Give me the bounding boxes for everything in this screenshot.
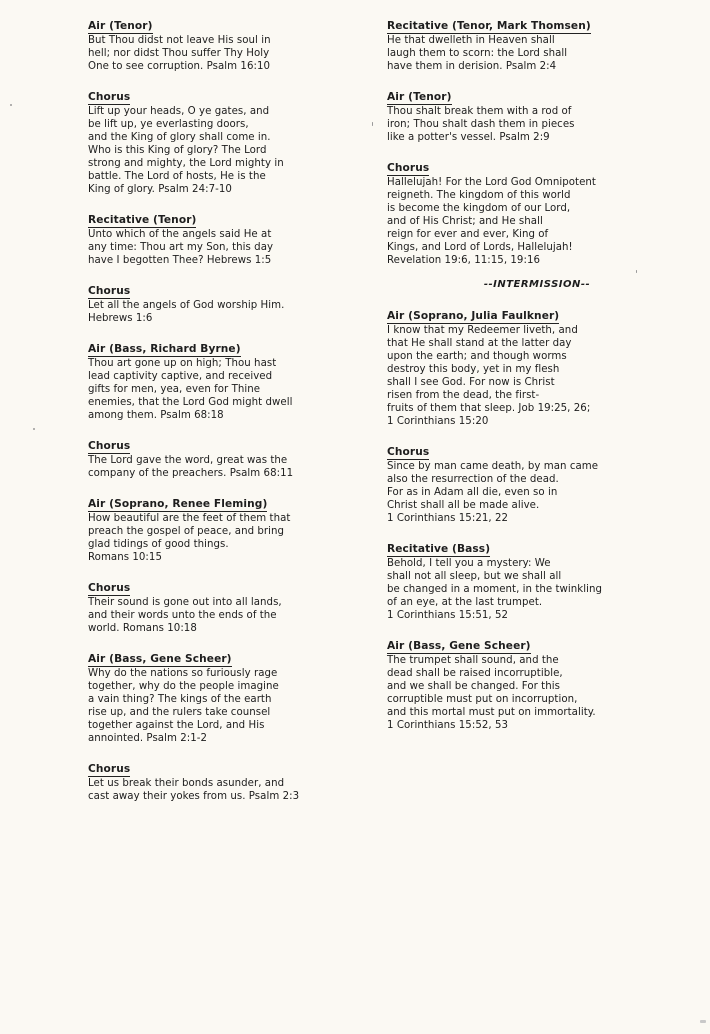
text-line: lead captivity captive, and received xyxy=(88,371,273,382)
libretto-section xyxy=(88,434,378,480)
text-line: destroy this body, yet in my flesh xyxy=(387,364,560,375)
text-line: that He shall stand at the latter day xyxy=(387,338,572,349)
libretto-section xyxy=(88,279,378,325)
section-heading: Chorus xyxy=(387,162,430,174)
text-line: a vain thing? The kings of the earth xyxy=(88,694,272,705)
section-heading: Air (Soprano, Julia Faulkner) xyxy=(387,310,560,322)
libretto-section xyxy=(387,634,687,732)
section-heading: Air (Soprano, Renee Fleming) xyxy=(88,498,268,510)
text-line: reign for ever and ever, King of xyxy=(387,229,549,240)
text-line: Lift up your heads, O ye gates, and xyxy=(88,106,270,117)
text-line: 1 Corinthians 15:20 xyxy=(387,416,489,427)
section-heading: Chorus xyxy=(387,446,430,458)
libretto-section xyxy=(88,208,378,267)
section-heading: Air (Bass, Gene Scheer) xyxy=(387,640,531,652)
text-line: and the King of glory shall come in. xyxy=(88,132,271,143)
libretto-section xyxy=(387,156,687,267)
text-line: shall not all sleep, but we shall all xyxy=(387,571,562,582)
text-line: enemies, that the Lord God might dwell xyxy=(88,397,293,408)
libretto-section xyxy=(88,647,378,745)
text-line: Let all the angels of God worship Him. xyxy=(88,300,285,311)
text-line: reigneth. The kingdom of this world xyxy=(387,190,571,201)
text-line: 1 Corinthians 15:51, 52 xyxy=(387,610,509,621)
text-line: Their sound is gone out into all lands, xyxy=(88,597,282,608)
text-line: Unto which of the angels said He at xyxy=(88,229,272,240)
text-line: How beautiful are the feet of them that xyxy=(88,513,291,524)
paper-speck xyxy=(700,1020,706,1023)
libretto-section xyxy=(88,85,378,196)
text-line: and we shall be changed. For this xyxy=(387,681,560,692)
right-column-top xyxy=(387,14,687,267)
section-heading: Recitative (Bass) xyxy=(387,543,491,555)
paper-speck xyxy=(372,122,373,126)
text-line: One to see corruption. Psalm 16:10 xyxy=(88,61,271,72)
text-line: and of His Christ; and He shall xyxy=(387,216,543,227)
text-line: glad tidings of good things. xyxy=(88,539,229,550)
text-line: any time: Thou art my Son, this day xyxy=(88,242,274,253)
text-line: I know that my Redeemer liveth, and xyxy=(387,325,578,336)
section-heading: Air (Tenor) xyxy=(387,91,452,103)
left-column xyxy=(88,14,378,815)
text-line: Hebrews 1:6 xyxy=(88,313,153,324)
libretto-section xyxy=(387,85,687,144)
text-line: But Thou didst not leave His soul in xyxy=(88,35,271,46)
section-heading: Recitative (Tenor) xyxy=(88,214,197,226)
intermission-label: --INTERMISSION-- xyxy=(483,279,591,290)
text-line: For as in Adam all die, even so in xyxy=(387,487,558,498)
section-heading: Air (Bass, Gene Scheer) xyxy=(88,653,232,665)
right-column-bottom xyxy=(387,304,687,732)
text-line: gifts for men, yea, even for Thine xyxy=(88,384,261,395)
section-heading: Chorus xyxy=(88,582,131,594)
text-line: laugh them to scorn: the Lord shall xyxy=(387,48,568,59)
libretto-section xyxy=(387,304,687,428)
libretto-section xyxy=(387,14,687,73)
text-line: iron; Thou shalt dash them in pieces xyxy=(387,119,575,130)
text-line: be changed in a moment, in the twinkling xyxy=(387,584,603,595)
text-line: have them in derision. Psalm 2:4 xyxy=(387,61,557,72)
libretto-section xyxy=(88,757,378,803)
text-line: dead shall be raised incorruptible, xyxy=(387,668,563,679)
text-line: Why do the nations so furiously rage xyxy=(88,668,278,679)
text-line: Hallelujah! For the Lord God Omnipotent xyxy=(387,177,596,188)
right-column xyxy=(387,14,687,744)
text-line: be lift up, ye everlasting doors, xyxy=(88,119,249,130)
text-line: and their words unto the ends of the xyxy=(88,610,277,621)
section-heading: Air (Tenor) xyxy=(88,20,153,32)
paper-speck xyxy=(33,428,35,430)
libretto-section xyxy=(88,14,378,73)
text-line: like a potter's vessel. Psalm 2:9 xyxy=(387,132,550,143)
text-line: 1 Corinthians 15:52, 53 xyxy=(387,720,509,731)
text-line: also the resurrection of the dead. xyxy=(387,474,559,485)
text-line: Kings, and Lord of Lords, Hallelujah! xyxy=(387,242,573,253)
text-line: world. Romans 10:18 xyxy=(88,623,197,634)
libretto-section xyxy=(387,537,687,622)
text-line: Let us break their bonds asunder, and xyxy=(88,778,285,789)
text-line: preach the gospel of peace, and bring xyxy=(88,526,285,537)
text-line: Christ shall all be made alive. xyxy=(387,500,540,511)
text-line: annointed. Psalm 2:1-2 xyxy=(88,733,208,744)
text-line: among them. Psalm 68:18 xyxy=(88,410,224,421)
section-heading: Recitative (Tenor, Mark Thomsen) xyxy=(387,20,591,32)
text-line: strong and mighty, the Lord mighty in xyxy=(88,158,284,169)
text-line: fruits of them that sleep. Job 19:25, 26; xyxy=(387,403,591,414)
text-line: Thou art gone up on high; Thou hast xyxy=(88,358,277,369)
text-line: cast away their yokes from us. Psalm 2:3 xyxy=(88,791,300,802)
libretto-section xyxy=(88,337,378,422)
text-line: battle. The Lord of hosts, He is the xyxy=(88,171,266,182)
text-line: He that dwelleth in Heaven shall xyxy=(387,35,555,46)
libretto-section xyxy=(88,492,378,564)
text-line: together, why do the people imagine xyxy=(88,681,279,692)
text-line: The Lord gave the word, great was the xyxy=(88,455,288,466)
paper-speck xyxy=(636,270,637,273)
text-line: rise up, and the rulers take counsel xyxy=(88,707,271,718)
text-line: hell; nor didst Thou suffer Thy Holy xyxy=(88,48,270,59)
paper-speck xyxy=(10,104,12,106)
text-line: King of glory. Psalm 24:7-10 xyxy=(88,184,232,195)
text-line: The trumpet shall sound, and the xyxy=(387,655,559,666)
text-line: together against the Lord, and His xyxy=(88,720,265,731)
text-line: Romans 10:15 xyxy=(88,552,162,563)
text-line: Since by man came death, by man came xyxy=(387,461,599,472)
text-line: is become the kingdom of our Lord, xyxy=(387,203,571,214)
libretto-section xyxy=(387,440,687,525)
text-line: upon the earth; and though worms xyxy=(387,351,567,362)
section-heading: Chorus xyxy=(88,91,131,103)
section-heading: Chorus xyxy=(88,763,131,775)
text-line: risen from the dead, the first- xyxy=(387,390,540,401)
text-line: Behold, I tell you a mystery: We xyxy=(387,558,551,569)
text-line: corruptible must put on incorruption, xyxy=(387,694,578,705)
text-line: Thou shalt break them with a rod of xyxy=(387,106,572,117)
section-heading: Air (Bass, Richard Byrne) xyxy=(88,343,241,355)
text-line: company of the preachers. Psalm 68:11 xyxy=(88,468,294,479)
section-heading: Chorus xyxy=(88,440,131,452)
libretto-section xyxy=(88,576,378,635)
text-line: Who is this King of glory? The Lord xyxy=(88,145,267,156)
text-line: 1 Corinthians 15:21, 22 xyxy=(387,513,509,524)
section-heading: Chorus xyxy=(88,285,131,297)
text-line: Revelation 19:6, 11:15, 19:16 xyxy=(387,255,541,266)
text-line: of an eye, at the last trumpet. xyxy=(387,597,543,608)
text-line: and this mortal must put on immortality. xyxy=(387,707,596,718)
text-line: have I begotten Thee? Hebrews 1:5 xyxy=(88,255,272,266)
text-line: shall I see God. For now is Christ xyxy=(387,377,555,388)
